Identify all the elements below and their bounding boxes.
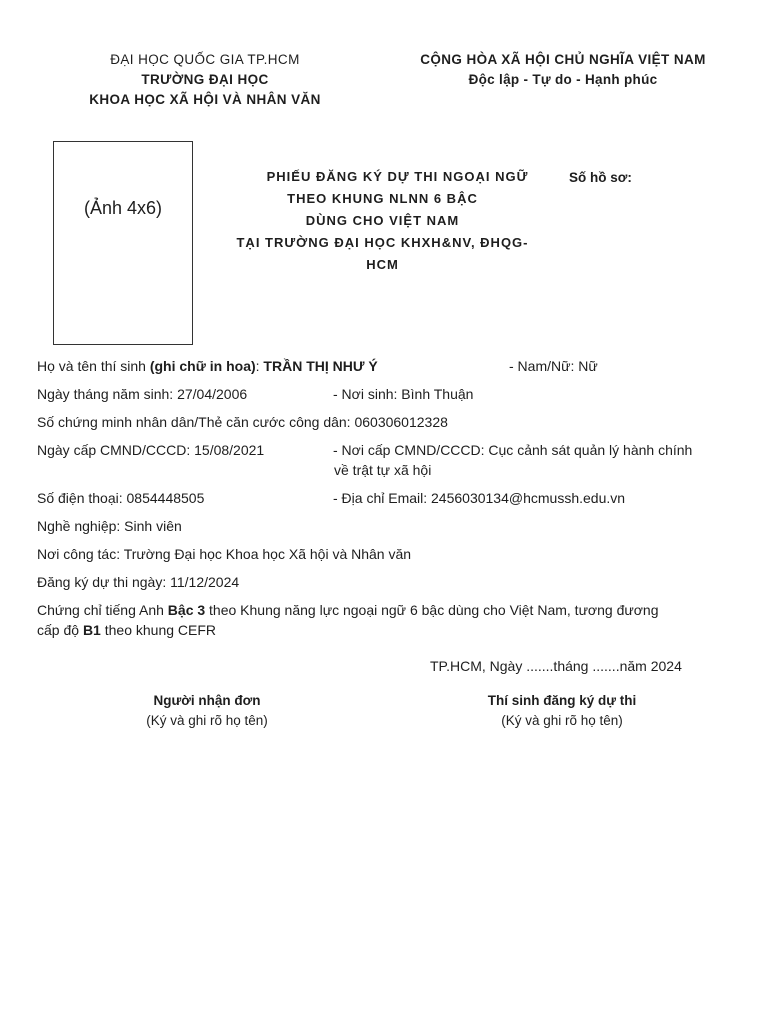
title-line3: DÙNG CHO VIỆT NAM [305,213,460,228]
photo-box [53,141,193,345]
title-line4: TẠI TRƯỜNG ĐẠI HỌC KHXH&NV, ĐHQG- [236,235,529,250]
cert-text-2: theo Khung năng lực ngoại ngữ 6 bậc dùng cho Việt Nam, tương đương [205,602,659,618]
form-title [225,166,540,276]
university-name: ĐẠI HỌC QUỐC GIA TP.HCM [110,52,300,67]
cert-text-3: cấp độ [37,622,83,638]
occupation-field: Nghề nghiệp: Sinh viên [37,518,182,534]
candidate-note: (Ký và ghi rõ họ tên) [501,713,623,728]
school-name-line1: TRƯỜNG ĐẠI HỌC [141,72,269,87]
name-hint: (ghi chữ in hoa) [149,358,256,374]
birthplace-field: - Nơi sinh: Bình Thuận [333,386,474,402]
cert-level: Bậc 3 [167,602,206,618]
title-line5: HCM [366,257,399,272]
country-name: CỘNG HÒA XÃ HỘI CHỦ NGHĨA VIỆT NAM [420,52,706,67]
candidate-name-row: Họ và tên thí sinh (ghi chữ in hoa): TRẦN THỊ NHƯ Ý [37,358,378,374]
certificate-field [37,600,737,640]
national-header [398,50,728,90]
university-header [60,50,350,110]
school-name-line2: KHOA HỌC XÃ HỘI VÀ NHÂN VĂN [89,92,321,107]
title-line2: THEO KHUNG NLNN 6 BẬC [287,191,478,206]
candidate-title: Thí sinh đăng ký dự thi [487,693,637,708]
workplace-field: Nơi công tác: Trường Đại học Khoa học Xã hội và Nhân văn [37,546,412,562]
id-issue-date-field: Ngày cấp CMND/CCCD: 15/08/2021 [37,442,265,458]
national-motto: Độc lập - Tự do - Hạnh phúc [468,72,658,87]
issue-place-line2: về trật tự xã hội [334,462,432,478]
issue-place-line1: - Nơi cấp CMND/CCCD: Cục cảnh sát quản lý hành chính [333,442,693,458]
date-place-line: TP.HCM, Ngày .......tháng .......năm 2024 [430,658,682,674]
cert-cefr: B1 [82,622,101,638]
photo-label: (Ảnh 4x6) [83,198,163,218]
cert-text-1: Chứng chỉ tiếng Anh [37,602,168,618]
name-label: Họ và tên thí sinh [37,358,146,374]
gender-field: - Nam/Nữ: Nữ [509,358,598,374]
email-field: - Địa chỉ Email: 2456030134@hcmussh.edu.vn [333,490,626,506]
receiver-title: Người nhận đơn [153,693,261,708]
title-line1: PHIẾU ĐĂNG KÝ DỰ THI NGOẠI NGỮ [266,169,529,184]
phone-field: Số điện thoại: 0854448505 [37,490,205,506]
candidate-signature-block [447,691,677,731]
id-number-field: Số chứng minh nhân dân/Thẻ căn cước công dân: 060306012328 [37,414,448,430]
id-issue-place-field [333,440,733,480]
record-number-label: Số hồ sơ: [569,170,632,185]
exam-date-field: Đăng ký dự thi ngày: 11/12/2024 [37,574,240,590]
cert-text-4: theo khung CEFR [100,622,217,638]
candidate-name: TRẦN THỊ NHƯ Ý [263,358,378,374]
date-of-birth-field: Ngày tháng năm sinh: 27/04/2006 [37,386,248,402]
receiver-note: (Ký và ghi rõ họ tên) [146,713,268,728]
receiver-signature-block [92,691,322,731]
